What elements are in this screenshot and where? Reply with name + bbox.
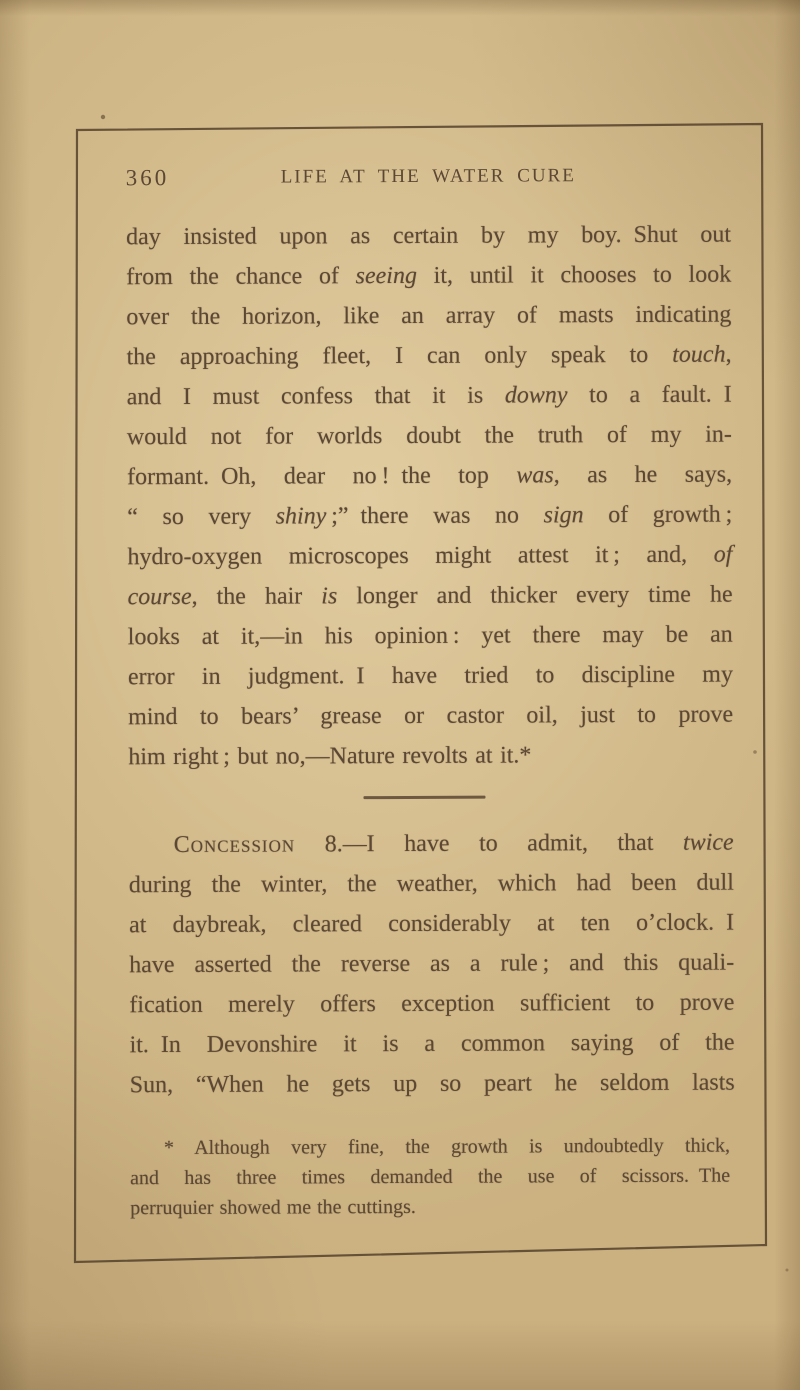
- text-line: [129, 1023, 734, 1066]
- italic-text: sign: [543, 502, 584, 529]
- text-segment: ,: [725, 341, 732, 368]
- text-segment: , as he says,: [553, 461, 733, 489]
- text-segment: longer and thicker every time he: [337, 581, 733, 610]
- text-line: [129, 823, 734, 866]
- text-segment: ;” there was no: [326, 502, 544, 530]
- text-segment: it, until it chooses to look: [416, 261, 732, 289]
- page-header: [126, 162, 731, 193]
- running-title: LIFE AT THE WATER CURE: [280, 165, 576, 188]
- text-segment: Sun, “When he gets up so peart he seldom lasts: [129, 1069, 735, 1099]
- text-line: [128, 655, 733, 698]
- footnote-block: [130, 1131, 730, 1224]
- text-segment: , the hair: [191, 583, 322, 610]
- text-line: [127, 375, 732, 418]
- text-line: [128, 735, 733, 778]
- text-segment: * Although very fine, the growth is undoubtedly thick,: [163, 1134, 731, 1160]
- text-segment: to a fault. I: [567, 381, 732, 409]
- italic-text: downy: [504, 382, 568, 409]
- text-line: [128, 695, 733, 738]
- text-line: [130, 1161, 730, 1194]
- text-segment: and I must confess that it is: [126, 382, 505, 411]
- text-segment: hydro-oxygen microscopes might attest it ; and,: [127, 541, 714, 571]
- text-line: [127, 495, 732, 538]
- page-number: 360: [125, 165, 170, 191]
- text-line: [127, 455, 732, 498]
- text-line: [129, 863, 734, 906]
- text-segment: would not for worlds doubt the truth of my in-: [126, 421, 732, 451]
- italic-text: shiny: [275, 503, 327, 530]
- body-paragraph-concession-8: [129, 823, 735, 1106]
- italic-text: touch: [672, 341, 726, 368]
- text-line: [130, 1131, 730, 1164]
- text-segment: perruquier showed me the cuttings.: [130, 1195, 416, 1220]
- text-line: [126, 255, 731, 298]
- text-line: [129, 943, 734, 986]
- text-line: [126, 295, 731, 338]
- italic-text: seeing: [355, 262, 417, 290]
- text-segment: the approaching fleet, I can only speak to: [126, 341, 673, 371]
- text-segment: formant. Oh, dear no ! the top: [127, 462, 517, 491]
- italic-text: of: [713, 541, 733, 568]
- text-segment: mind to bears’ grease or castor oil, just to prove: [128, 701, 734, 731]
- italic-text: twice: [682, 829, 734, 856]
- text-segment: Concession: [173, 831, 296, 858]
- text-line: [127, 535, 732, 578]
- text-line: [129, 983, 734, 1026]
- text-segment: 8.—I have to admit, that: [295, 829, 684, 858]
- text-line: [130, 1191, 730, 1224]
- text-segment: it. In Devonshire it is a common saying of the: [129, 1029, 735, 1059]
- text-segment: from the chance of: [126, 263, 356, 291]
- text-segment: have asserted the reverse as a rule ; and this quali-: [129, 949, 735, 979]
- text-line: [128, 575, 733, 618]
- text-segment: “ so very: [127, 503, 276, 531]
- text-segment: and has three times demanded the use of scissors. The: [130, 1164, 731, 1190]
- text-segment: error in judgment. I have tried to discipline my: [127, 661, 734, 691]
- italic-text: was: [516, 462, 554, 489]
- italic-text: is: [321, 583, 338, 610]
- text-segment: day insisted upon as certain by my boy. Shut out: [125, 221, 732, 251]
- text-line: [129, 903, 734, 946]
- text-segment: during the winter, the weather, which had been dull: [128, 869, 734, 899]
- text-line: [126, 215, 731, 258]
- text-segment: of growth ;: [583, 501, 733, 529]
- text-segment: over the horizon, like an array of masts indicating: [126, 301, 732, 331]
- text-segment: him right ; but no,—Nature revolts at it.*: [128, 742, 532, 771]
- text-segment: looks at it,—in his opinion : yet there may be an: [127, 621, 733, 651]
- text-line: [128, 615, 733, 658]
- text-line: [127, 415, 732, 458]
- text-line: [130, 1063, 735, 1106]
- body-paragraph-1: [126, 215, 733, 778]
- text-segment: at daybreak, cleared considerably at ten o’clock. I: [128, 909, 735, 939]
- section-divider-rule: [363, 796, 485, 799]
- text-line: [126, 335, 731, 378]
- italic-text: course: [127, 583, 192, 611]
- text-segment: fication merely offers exception sufficient to prove: [129, 989, 735, 1019]
